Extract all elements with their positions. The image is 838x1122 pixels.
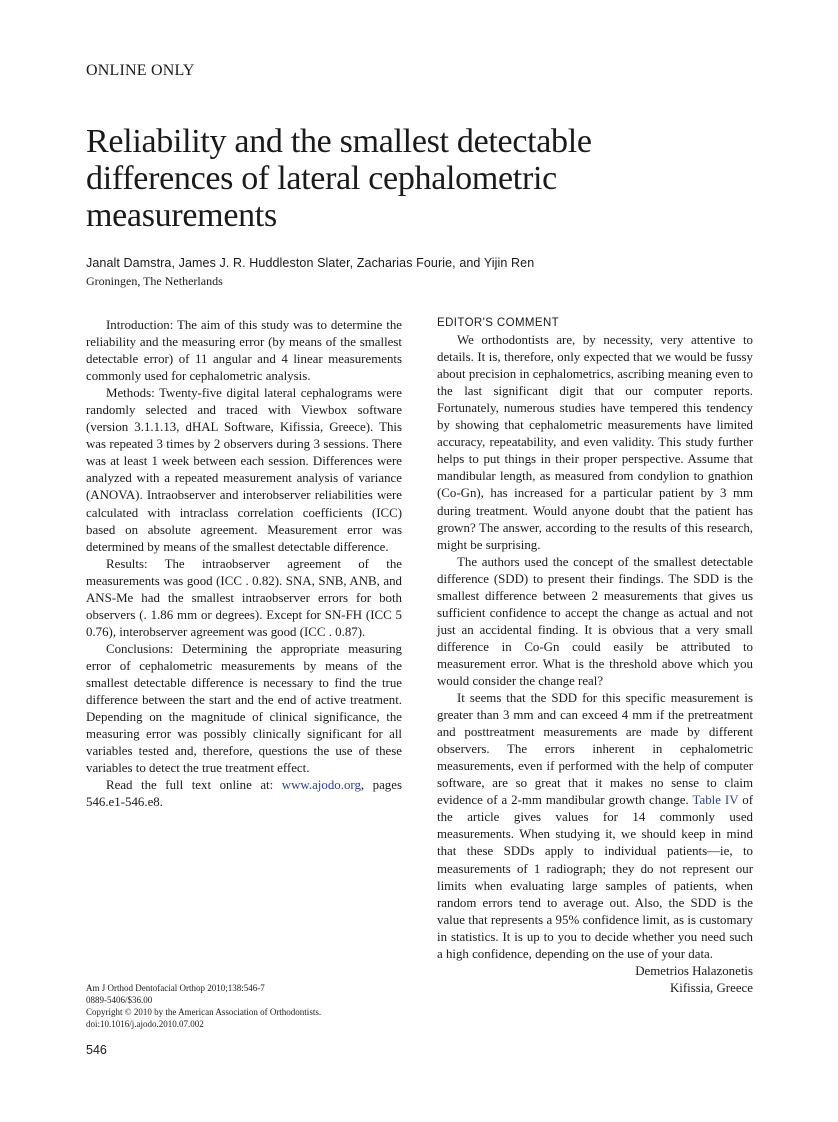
- results-text: The intraobserver agreement of the measurements was good (ICC . 0.82). SNA, SNB, ANB, and ANS-Me had the smallest intraobserver errors for both observers (. 1.86 mm or degrees). Except for SN-FH (ICC 5 0.76), interobserver agreement was good (ICC . 0.87).: [86, 556, 402, 639]
- author-list: Janalt Damstra, James J. R. Huddleston Slater, Zacharias Fourie, and Yijin Ren: [86, 256, 535, 270]
- methods-text: Twenty-five digital lateral cephalograms were randomly selected and traced with Viewbox software (version 3.1.1.13, dHAL Software, Kifissia, Greece). This was repeated 3 times by 2 observers during 3 sessions. There was at least 1 week between each session. Differences were analyzed with a repeated measurement analysis of variance (ANOVA). Intraobserver and interobserver reliabilities were calculated with intraclass correlation coefficients (ICC) based on absolute agreement. Measurement error was determined by means of the smallest detectable difference.: [86, 386, 402, 554]
- signature-location: Kifissia, Greece: [669, 980, 753, 995]
- results-heading: Results:: [106, 556, 148, 571]
- editor-paragraph-1: We orthodontists are, by necessity, very attentive to details. It is, therefore, only expected that we would be fussy about precision in cephalometrics, ascribing meaning even to the last significant digit that our computer reports. Fortunately, numerous studies have tempered this tendency by showing that cephalometric measurements have limited accuracy, repeatability, and even validity. This study further helps to put things in their proper perspective. Assume that mandibular length, as measured from condylion to gnathion (Co-Gn), has increased for a particular patient by 3 mm during treatment. Would anyone doubt that the patient has grown? The answer, according to the results of this research, might be surprising.: [437, 333, 753, 552]
- editor-paragraph-3-end: of the article gives values for 14 commonly used measurements. When studying it, we should keep in mind that these SDDs apply to individual patients—ie, to measurements of 1 radiograph; they do not represent our limits when evaluating large samples of patients, when random errors tend to average out. Also, the SDD is the value that represents a 95% confidence limit, as is customary in statistics. It is up to you to decide whether you need such a high confidence, depending on the use of your data.: [437, 793, 753, 961]
- conclusions-text: Determining the appropriate measuring error of cephalometric measurements by means of the smallest detectable difference is necessary to find the true difference between the start and the end of active treatment. Depending on the magnitude of clinical significance, the measuring error was possibly clinically significant for all variables tested and, therefore, questions the use of these variables to detect the true treatment effect.: [86, 641, 402, 776]
- editor-comment-heading: EDITOR'S COMMENT: [437, 317, 560, 329]
- read-more-pages: , pages 546.e1-546.e8.: [86, 778, 402, 810]
- signature-name: Demetrios Halazonetis: [635, 963, 753, 978]
- copyright-line: Copyright © 2010 by the American Association of Orthodontists.: [86, 1007, 322, 1017]
- editor-paragraph-2: The authors used the concept of the smallest detectable difference (SDD) to present their findings. The SDD is the smallest difference between 2 measurements that gives us sufficient confidence to accept the change as actual and not just an accidental finding. It is obvious that a very small difference in Co-Gn could easily be attributed to measurement error. What is the threshold above which you would consider the change real?: [437, 554, 753, 688]
- methods-heading: Methods:: [106, 386, 155, 401]
- introduction-text: The aim of this study was to determine the reliability and the measuring error (by means of the smallest detectable error) of 11 angular and 4 linear measurements commonly used for cephalometric analysis.: [86, 318, 402, 384]
- abstract-results: [86, 556, 402, 641]
- affiliation: Groningen, The Netherlands: [86, 274, 223, 288]
- read-more: [86, 777, 402, 811]
- page-number: 546: [86, 1043, 107, 1057]
- editor-paragraph-3: [437, 690, 753, 963]
- abstract-conclusions: [86, 641, 402, 777]
- publication-footer: [86, 982, 402, 1030]
- article-title: Reliability and the smallest detectable differences of lateral cephalometric measurements: [86, 123, 592, 234]
- section-label: ONLINE ONLY: [86, 62, 195, 79]
- conclusions-heading: Conclusions:: [106, 641, 174, 656]
- abstract-methods: [86, 385, 402, 555]
- abstract-column: [86, 317, 402, 811]
- issn-line: 0889-5406/$36.00: [86, 995, 153, 1005]
- table-reference-link[interactable]: Table IV: [692, 793, 739, 808]
- journal-link[interactable]: www.ajodo.org: [281, 778, 361, 793]
- editor-comment-column: [437, 315, 753, 997]
- citation-line: Am J Orthod Dentofacial Orthop 2010;138:546-7: [86, 983, 265, 993]
- editor-paragraph-3-start: It seems that the SDD for this specific measurement is greater than 3 mm and can exceed 4 mm if the pretreatment and posttreatment measurements are made by different observers. The errors inherent in cephalometric measurements, even if performed with the help of computer software, are so great that it makes no sense to claim evidence of a 2-mm mandibular growth change.: [437, 691, 753, 808]
- abstract-introduction: [86, 317, 402, 385]
- doi-line: doi:10.1016/j.ajodo.2010.07.002: [86, 1019, 204, 1029]
- read-more-text: Read the full text online at:: [106, 778, 274, 793]
- introduction-heading: Introduction:: [106, 318, 174, 332]
